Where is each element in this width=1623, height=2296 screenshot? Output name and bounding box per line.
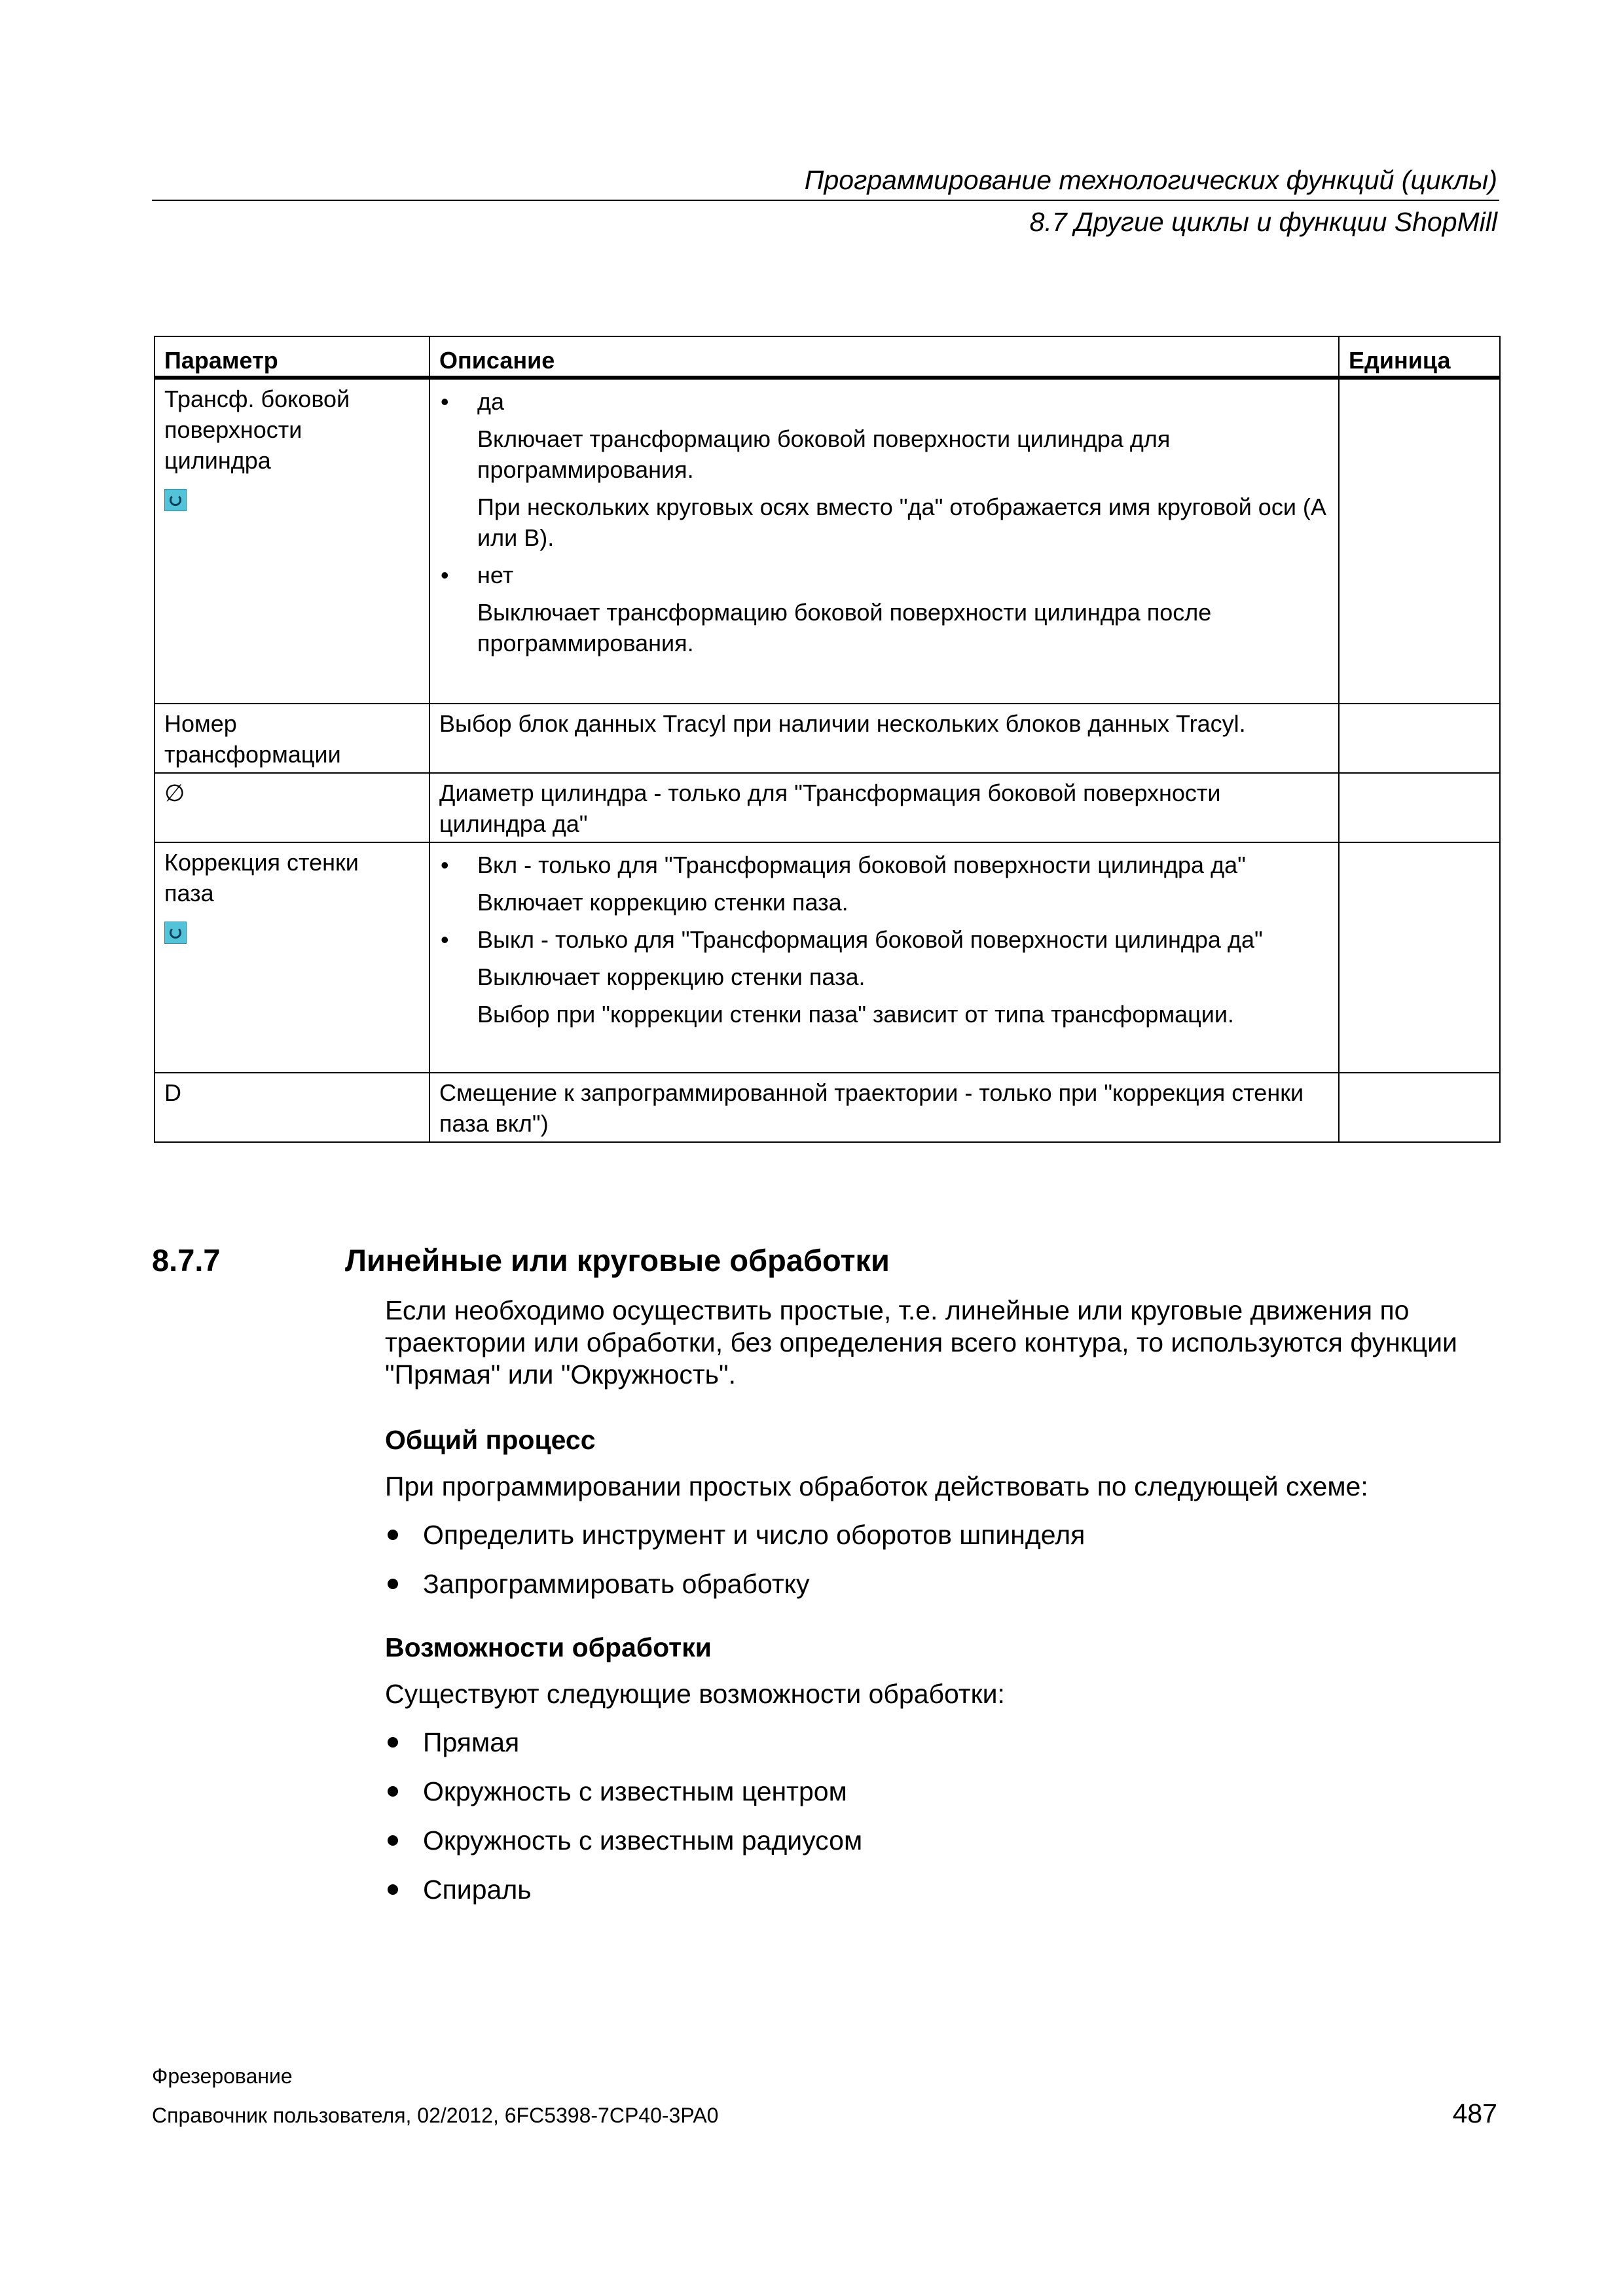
description-cell [429,378,1339,704]
list-item-text: Окружность с известным центром [423,1776,847,1806]
list-item-text: Окружность с известным радиусом [423,1825,863,1856]
description-cell: Смещение к запрограммированной траектории - только при "коррекция стенки паза вкл") [429,1073,1339,1142]
param-name: цилиндра [164,447,271,474]
option-label: нет [477,562,514,588]
param-cell [155,773,429,842]
bullet-icon: • [441,562,449,588]
param-cell [155,842,429,1073]
process-list [385,1519,1504,1617]
param-name: Номер [164,710,237,737]
list-item [385,1568,1504,1617]
table-row [155,773,1500,842]
unit-cell [1339,1073,1500,1142]
option-description: Включает коррекцию стенки паза. [477,889,848,916]
option-list [439,560,1329,590]
bullet-icon [388,1835,398,1846]
list-item [439,386,1329,417]
list-item [385,1727,1504,1776]
param-name: Коррекция стенки [164,849,359,876]
param-name: D [164,1079,181,1106]
param-name: паза [164,880,214,906]
description-cell: Диаметр цилиндра - только для "Трансформация боковой поверхности цилиндра да" [429,773,1339,842]
option-label: да [477,388,505,415]
param-cell [155,704,429,773]
bullet-icon [388,1884,398,1895]
list-item [385,1874,1504,1923]
option-list [439,924,1329,955]
param-name: Трансф. боковой [164,386,350,412]
table-row [155,704,1500,773]
list-item-text: Прямая [423,1727,520,1757]
options-list [385,1727,1504,1923]
unit-cell [1339,773,1500,842]
list-item-text: Определить инструмент и число оборотов шпинделя [423,1520,1085,1550]
diameter-symbol: ∅ [164,780,185,806]
intro-paragraph: Если необходимо осуществить простые, т.е. линейные или круговые движения по траектории или обработки, без определения всего контура, то используются функции "Прямая" или "Окружность". [385,1295,1457,1390]
footer-reference: Справочник пользователя, 02/2012, 6FC5398-7CP40-3PA0 [152,2104,719,2127]
unit-cell [1339,842,1500,1073]
list-item [439,560,1329,590]
table-row [155,1073,1500,1142]
bullet-icon [388,1786,398,1797]
list-item [439,924,1329,955]
column-header: Описание [429,336,1339,378]
table-row [155,842,1500,1073]
bullet-icon: • [441,852,449,878]
parameter-table [154,336,1501,1143]
option-list [439,386,1329,417]
column-header: Единица [1339,336,1500,378]
unit-cell [1339,378,1500,704]
option-label: Выкл - только для "Трансформация боковой поверхности цилиндра да" [477,926,1263,953]
option-label: Вкл - только для "Трансформация боковой поверхности цилиндра да" [477,852,1246,878]
process-text: При программировании простых обработок действовать по следующей схеме: [385,1471,1368,1501]
list-item-text: Запрограммировать обработку [423,1569,810,1599]
description-cell [429,842,1339,1073]
option-description: При нескольких круговых осях вместо "да" отображается имя круговой оси (A или B). [477,493,1325,551]
column-header: Параметр [155,336,429,378]
list-item [439,850,1329,880]
bullet-icon [388,1737,398,1748]
table-row [155,378,1500,704]
section-number: 8.7.7 [152,1243,221,1278]
toggle-icon [164,489,187,511]
param-name: поверхности [164,416,302,443]
bullet-icon [388,1530,398,1540]
footer-title: Фрезерование [152,2064,293,2088]
unit-cell [1339,704,1500,773]
toggle-icon [164,922,187,944]
options-heading: Возможности обработки [385,1632,712,1662]
section-title: Линейные или круговые обработки [345,1243,890,1278]
page-number: 487 [1452,2098,1497,2128]
list-item-text: Спираль [423,1874,532,1905]
list-item [385,1825,1504,1874]
description-cell: Выбор блок данных Tracyl при наличии нескольких блоков данных Tracyl. [429,704,1339,773]
bullet-icon: • [441,926,449,953]
process-heading: Общий процесс [385,1425,596,1455]
header-section: 8.7 Другие циклы и функции ShopMill [1029,207,1497,237]
param-cell [155,378,429,704]
param-cell [155,1073,429,1142]
list-item [385,1776,1504,1825]
header-chapter: Программирование технологических функций (циклы) [804,165,1497,195]
section-body [385,1295,1504,1923]
bullet-icon [388,1579,398,1589]
header-rule [152,200,1499,201]
option-description: Включает трансформацию боковой поверхности цилиндра для программирования. [477,425,1171,483]
param-name: трансформации [164,741,341,768]
option-description: Выключает трансформацию боковой поверхности цилиндра после программирования. [477,599,1212,656]
option-description: Выбор при "коррекции стенки паза" зависит от типа трансформации. [477,1001,1234,1028]
list-item [385,1519,1504,1568]
bullet-icon: • [441,388,449,415]
option-description: Выключает коррекцию стенки паза. [477,963,866,990]
table-header-row [155,336,1500,378]
option-list [439,850,1329,880]
options-text: Существуют следующие возможности обработки: [385,1679,1005,1709]
